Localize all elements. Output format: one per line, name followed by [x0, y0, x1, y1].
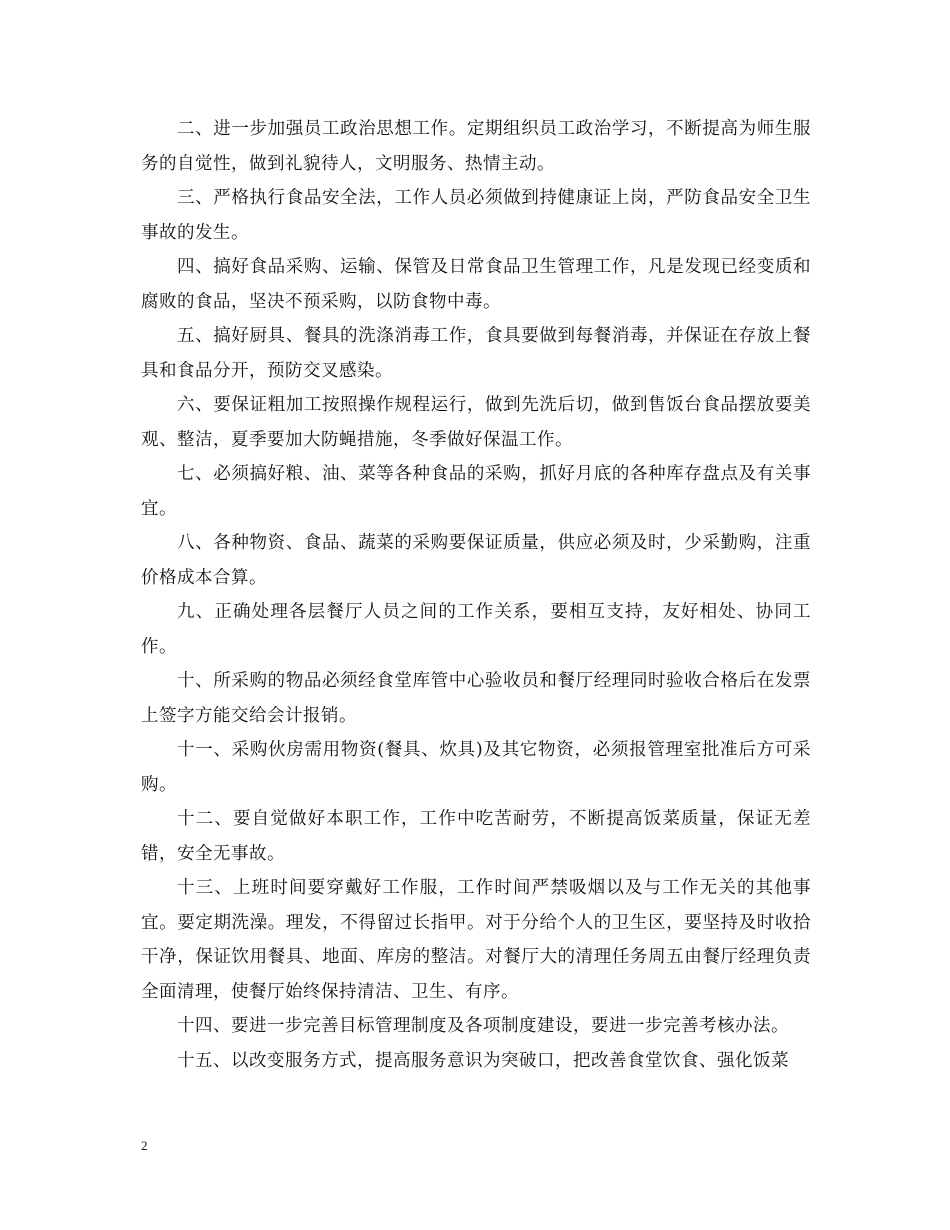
paragraph-14: 十四、要进一步完善目标管理制度及各项制度建设，要进一步完善考核办法。 [177, 1016, 789, 1036]
paragraph-13: 十三、上班时间要穿戴好工作服，工作时间严禁吸烟以及与工作无关的其他事宜。要定期洗澡。理发，不得留过长指甲。对于分给个人的卫生区，要坚持及时收拾干净，保证饮用餐具、地面、库房的整洁。对餐厅大的清理任务周五由餐厅经理负责全面清理，使餐厅始终保持清洁、卫生、有序。 [141, 878, 811, 1002]
paragraph-10: 十、所采购的物品必须经食堂库管中心验收员和餐厅经理同时验收合格后在发票上签字方能交给会计报销。 [141, 671, 811, 726]
paragraph-3: 三、严格执行食品安全法，工作人员必须做到持健康证上岗，严防食品安全卫生事故的发生。 [141, 188, 811, 243]
page-number: 2 [141, 1138, 148, 1153]
paragraph-4: 四、搞好食品采购、运输、保管及日常食品卫生管理工作，凡是发现已经变质和腐败的食品，坚决不预采购，以防食物中毒。 [141, 257, 811, 312]
paragraph-8: 八、各种物资、食品、蔬菜的采购要保证质量，供应必须及时，少采勤购，注重价格成本合算。 [141, 533, 811, 588]
paragraph-6: 六、要保证粗加工按照操作规程运行，做到先洗后切，做到售饭台食品摆放要美观、整洁，夏季要加大防蝇措施，冬季做好保温工作。 [141, 395, 811, 450]
document-body [141, 112, 811, 1078]
paragraph-15: 十五、以改变服务方式，提高服务意识为突破口，把改善食堂饮食、强化饭菜 [177, 1050, 789, 1071]
paragraph-9: 九、正确处理各层餐厅人员之间的工作关系，要相互支持，友好相处、协同工作。 [141, 602, 811, 657]
paragraph-12: 十二、要自觉做好本职工作，工作中吃苦耐劳，不断提高饭菜质量，保证无差错，安全无事故。 [141, 809, 811, 864]
paragraph-7: 七、必须搞好粮、油、菜等各种食品的采购，抓好月底的各种库存盘点及有关事宜。 [141, 464, 811, 519]
paragraph-11: 十一、采购伙房需用物资(餐具、炊具)及其它物资，必须报管理室批准后方可采购。 [141, 740, 811, 795]
paragraph-5: 五、搞好厨具、餐具的洗涤消毒工作，食具要做到每餐消毒，并保证在存放上餐具和食品分开，预防交叉感染。 [141, 326, 811, 381]
paragraph-2: 二、进一步加强员工政治思想工作。定期组织员工政治学习，不断提高为师生服务的自觉性，做到礼貌待人，文明服务、热情主动。 [141, 119, 811, 174]
